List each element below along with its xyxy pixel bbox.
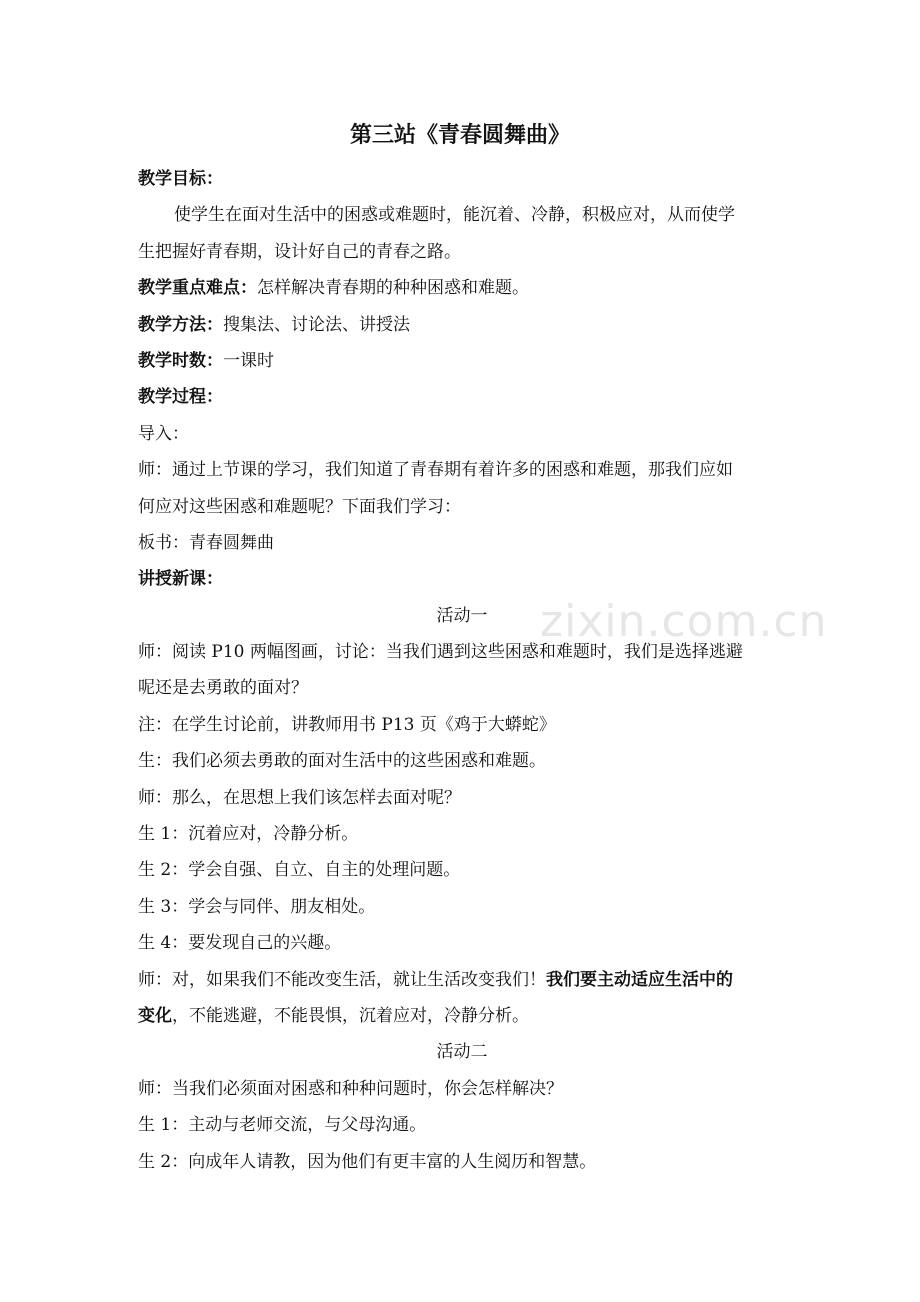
document-body (138, 161, 786, 1180)
summary-bold-2: 变化 (138, 1005, 172, 1026)
goal-label: 教学目标： (138, 169, 223, 189)
teacher-intro-line-2: 何应对这些困惑和难题呢？下面我们学习： (138, 496, 461, 517)
goal-line-2: 生把握好青春期，设计好自己的青春之路。 (138, 241, 461, 262)
key-label: 教学重点难点： (138, 278, 257, 299)
teacher-intro-line-1: 师：通过上节课的学习，我们知道了青春期有着许多的困惑和难题，那我们应如 (138, 460, 733, 481)
goal-line-1: 使学生在面对生活中的困惑或难题时，能沉着、冷静，积极应对，从而使学 (174, 205, 735, 226)
process-label: 教学过程： (138, 387, 223, 408)
page-title: 第三站《青春圆舞曲》 (349, 123, 570, 148)
method-label: 教学方法： (138, 314, 223, 335)
activity-1-question-line-1: 师：阅读 P10 两幅图画，讨论：当我们遇到这些困惑和难题时，我们是选择逃避 (138, 642, 743, 663)
key-text: 怎样解决青春期的种种困惑和难题。 (257, 278, 529, 299)
teacher-summary-line-1 (138, 962, 786, 998)
teaching-method (138, 307, 786, 343)
teaching-hours (138, 343, 786, 379)
summary-plain: 师：对，如果我们不能改变生活，就让生活改变我们！ (138, 969, 546, 990)
watermark-text: zixin.com.cn (540, 596, 828, 647)
key-points (138, 270, 786, 306)
hours-label: 教学时数： (138, 350, 223, 371)
summary-bold-1: 我们要主动适应生活中的 (546, 969, 733, 990)
student-3-answer: 生 3：学会与同伴、朋友相处。 (138, 896, 376, 917)
activity-2-student-1: 生 1：主动与老师交流，与父母沟通。 (138, 1115, 427, 1136)
activity-2-question: 师：当我们必须面对困惑和种种问题时，你会怎样解决？ (138, 1078, 563, 1099)
intro-label: 导入： (138, 423, 189, 444)
activity-1-heading: 活动一 (436, 605, 488, 626)
activity-2-student-2: 生 2：向成年人请教，因为他们有更丰富的人生阅历和智慧。 (138, 1151, 597, 1172)
board-note: 板书：青春圆舞曲 (138, 532, 274, 553)
student-4-answer: 生 4：要发现自己的兴趣。 (138, 933, 342, 954)
summary-rest: ，不能逃避，不能畏惧，沉着应对，冷静分析。 (172, 1005, 529, 1026)
hours-text: 一课时 (223, 350, 274, 371)
activity-1-question-line-2: 呢还是去勇敢的面对？ (138, 678, 308, 699)
teacher-question: 师：那么，在思想上我们该怎样去面对呢？ (138, 787, 461, 808)
student-answer: 生：我们必须去勇敢的面对生活中的这些困惑和难题。 (138, 751, 546, 772)
method-text: 搜集法、讨论法、讲授法 (223, 314, 410, 335)
student-1-answer: 生 1：沉着应对，冷静分析。 (138, 824, 359, 845)
new-lesson-label: 讲授新课： (138, 569, 223, 590)
teacher-summary-line-2 (138, 998, 786, 1034)
activity-2-heading: 活动二 (436, 1042, 488, 1063)
teacher-note: 注：在学生讨论前，讲教师用书 P13 页《鸡于大蟒蛇》 (138, 714, 556, 735)
student-2-answer: 生 2：学会自强、自立、自主的处理问题。 (138, 860, 461, 881)
